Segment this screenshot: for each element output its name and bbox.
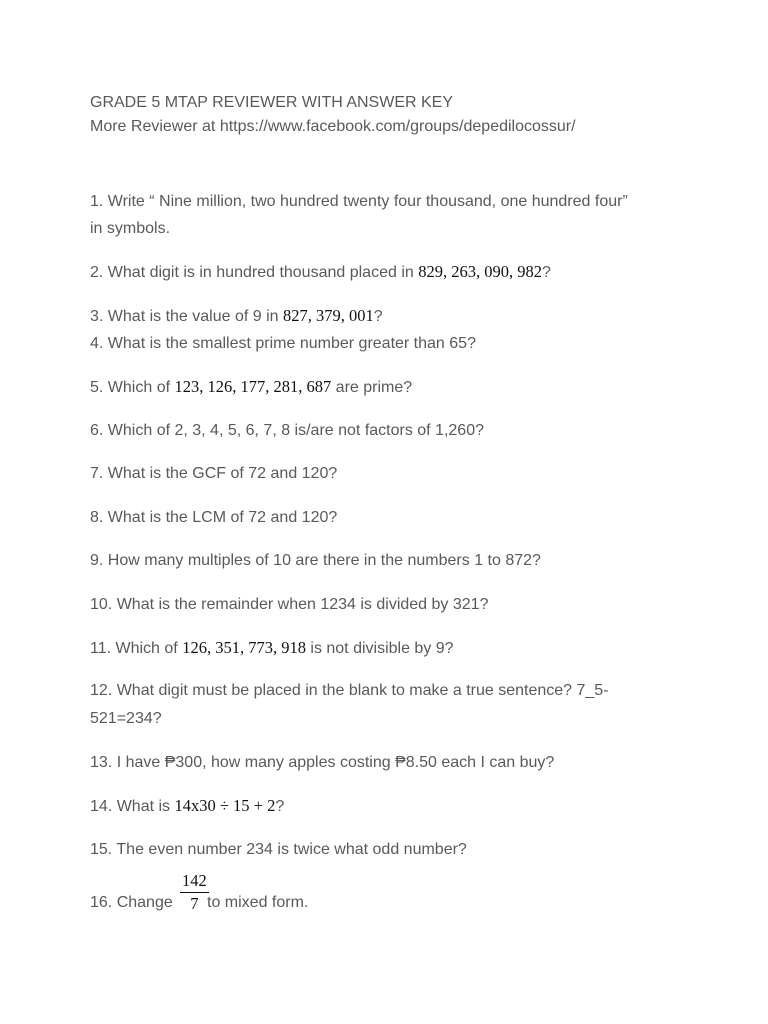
question-7: 7. What is the GCF of 72 and 120? (90, 465, 338, 482)
question-2-text: 2. What digit is in hundred thousand placed in (90, 264, 419, 281)
question-6: 6. Which of 2, 3, 4, 5, 6, 7, 8 is/are not factors of 1,260? (90, 422, 484, 439)
question-11-end: is not divisible by 9? (305, 640, 454, 657)
question-14-math: 14x30 ÷ 15 + 2 (174, 796, 276, 815)
question-11-text: 11. Which of (90, 640, 183, 657)
question-5-math: 123, 126, 177, 281, 687 (174, 377, 332, 396)
question-16-fraction (180, 872, 209, 912)
question-1-line-1: 1. Write “ Nine million, two hundred twenty four thousand, one hundred four” (90, 193, 628, 210)
question-5-text: 5. Which of (90, 379, 175, 396)
question-2-end: ? (541, 264, 551, 281)
question-5 (90, 377, 412, 398)
question-14-end: ? (275, 798, 285, 815)
question-10: 10. What is the remainder when 1234 is divided by 321? (90, 596, 489, 613)
question-11-math: 126, 351, 773, 918 (182, 638, 306, 657)
document-subtitle-link[interactable]: More Reviewer at https://www.facebook.com/groups/depedilocossur/ (90, 118, 576, 135)
question-2-math: 829, 263, 090, 982 (418, 262, 542, 281)
question-15: 15. The even number 234 is twice what odd number? (90, 841, 467, 858)
question-9: 9. How many multiples of 10 are there in the numbers 1 to 872? (90, 552, 541, 569)
question-11 (90, 638, 454, 659)
question-3-math: 827, 379, 001 (283, 306, 374, 325)
question-16-end: to mixed form. (207, 894, 309, 911)
question-12-line-1: 12. What digit must be placed in the blank to make a true sentence? 7_5- (90, 682, 609, 699)
question-5-end: are prime? (331, 379, 413, 396)
question-12-line-2: 521=234? (90, 710, 162, 727)
fraction-numerator: 142 (182, 871, 207, 890)
question-3 (90, 306, 383, 327)
question-16-text: 16. Change (90, 894, 173, 911)
question-14-text: 14. What is (90, 798, 175, 815)
question-14 (90, 796, 284, 817)
question-1-line-2: in symbols. (90, 220, 171, 237)
question-2 (90, 262, 551, 283)
fraction-bar (180, 892, 209, 893)
question-13: 13. I have ₱300, how many apples costing ₱8.50 each I can buy? (90, 754, 555, 771)
question-3-text: 3. What is the value of 9 in (90, 308, 283, 325)
question-3-end: ? (373, 308, 383, 325)
question-8: 8. What is the LCM of 72 and 120? (90, 509, 338, 526)
fraction-denominator: 7 (190, 894, 199, 913)
question-4: 4. What is the smallest prime number greater than 65? (90, 335, 476, 352)
document-title: GRADE 5 MTAP REVIEWER WITH ANSWER KEY (90, 94, 454, 111)
